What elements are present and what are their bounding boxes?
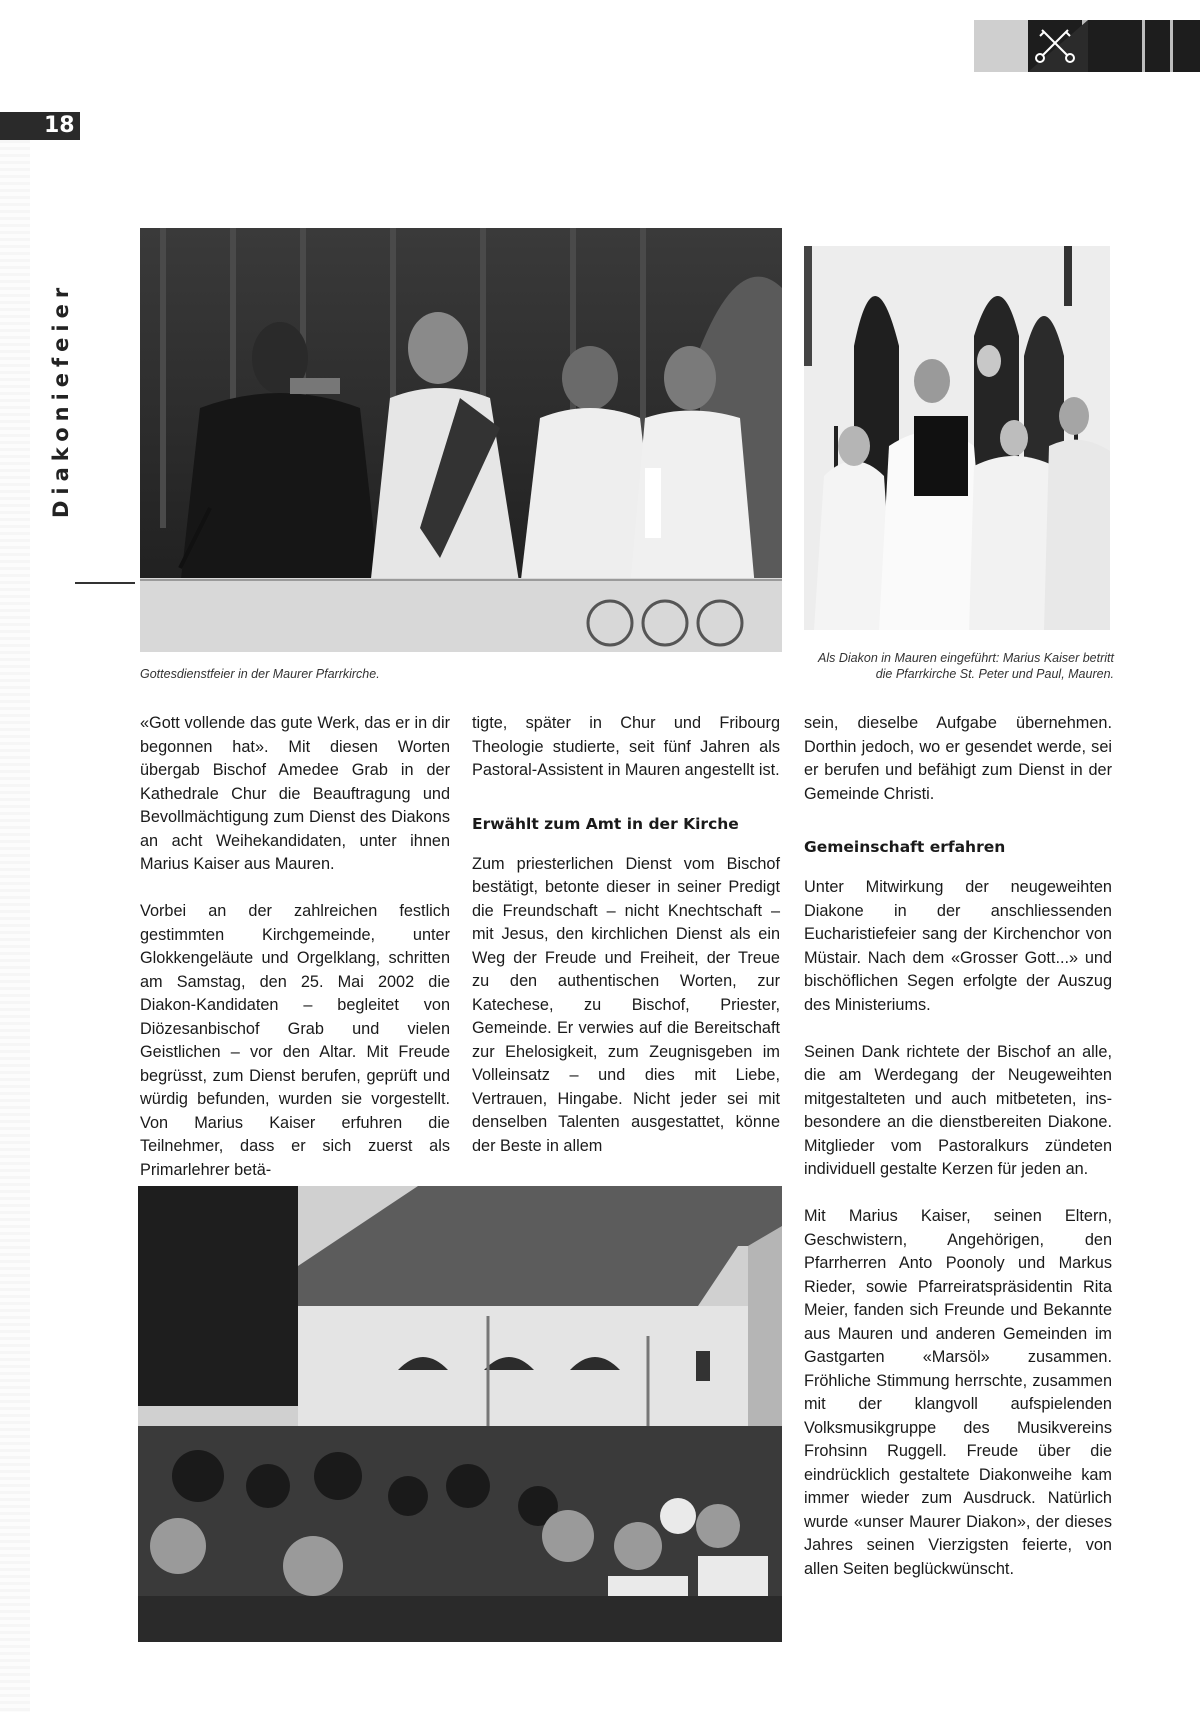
article-column-3 [804,712,1112,1605]
article-column-2 [472,712,780,1182]
paragraph: Zum priesterlichen Dienst vom Bischof bestätigt, betonte dieser in seiner Predigt die Freundschaft – nicht Knechtschaft – mit Jesus, den kirchlichen Dienst als ein Weg der Freude und Freiheit, der Treue zu den authentischen Worten, zur Katechese, zu Bischof, Priester, Gemeinde. Er verwies auf die Bereitschaft zur Ehelosigkeit, zum Zeugnisgeben im Volleinsatz – und dies mit Liebe, Vertrauen, Hingabe. Nicht jeder sei mit denselben Talenten ausgestattet, könne der Beste in allem [472,854,780,1155]
section-rule [75,582,135,584]
crossed-keys-icon [1028,20,1088,72]
paragraph: «Gott vollende das gute Werk, das er in dir begonnen hat». Mit diesen Worten übergab Bischof Amedee Grab in der Kathedrale Chur die Beauftragung und Bevollmächtigung zum Dienst des Diakons an acht Weihekandidaten, unter ihnen Marius Kaiser aus Mauren. [140,714,450,873]
section-title-vertical [48,278,88,518]
scan-edge [0,140,30,1712]
paragraph: tigte, später in Chur und Fribourg Theologie studierte, seit fünf Jahren als Pastoral-Assistent in Mauren angestellt ist. [472,714,780,779]
paragraph: Unter Mitwirkung der neugeweihten Diakone in der anschliessenden Eucharistiefeier sang der Kirchenchor von Müstair. Nach dem «Grosser Gott...» und bischöflichen Segen erfolgte der Auszug des Ministeriums. [804,878,1112,1014]
paragraph: sein, dieselbe Aufgabe übernehmen. Dorthin jedoch, wo er gesendet werde, sei er berufen und befähigt zum Dienst in der Gemeinde Christi. [804,714,1112,803]
section-title: Diakoniefeier [49,281,73,518]
paragraph: Seinen Dank richtete der Bischof an alle, die am Werdegang der Neugeweihten mitgestalteten und auch mitbeteten, ins- besondere an die dienstbereiten Diakone. Mitglieder vom Pastoralkurs zündeten individuell gestalte Kerzen für jeden an. [804,1042,1112,1178]
altar-photo-caption: Gottesdienstfeier in der Maurer Pfarrkirche. [140,667,380,681]
procession-photo [804,246,1110,630]
altar-photo [140,228,782,652]
heading-gemeinschaft: Gemeinschaft erfahren [804,838,1006,856]
corner-emblem-bar [974,20,1200,72]
paragraph: Vorbei an der zahlreichen festlich gestimmten Kirchgemeinde, unter Glokkengeläute und Orgelklang, schritten am Samstag, den 25. Mai 2002 die Diakon-Kandidaten – begleitet von Diözesanbischof Grab und vielen Geistlichen – vor den Altar. Mit Freude begrüsst, zum Dienst berufen, geprüft und würdig befunden, wurden sie vorgestellt. Von Marius Kaiser erfuhren die Teilnehmer, dass er sich zuerst als Primarlehrer betä- [140,902,450,1179]
page-number: 18 [44,113,75,138]
garden-photo [138,1186,782,1642]
article-column-1 [140,712,450,1206]
paragraph: Mit Marius Kaiser, seinen Eltern, Geschwistern, Angehörigen, den Pfarrherren Anto Poonoly und Markus Rieder, sowie Pfarreiratspräsidentin Rita Meier, fanden sich Freunde und Bekannte aus Mauren und anderen Gemeinden im Gastgarten «Marsöl» zusammen. Fröhliche Stimmung herrschte, zusammen mit der klangvoll aufspielenden Volksmusikgruppe des Musikvereins Frohsinn Ruggell. Freude über die eindrücklich gestaltete Diakonweihe kam immer wieder zum Ausdruck. Natürlich wurde «unser Maurer Diakon», der dieses Jahres seinen Vierzigsten feierte, von allen Seiten beglückwünscht. [804,1207,1112,1578]
procession-photo-caption: Als Diakon in Mauren eingeführt: Marius Kaiser betritt die Pfarrkirche St. Peter und Paul, Mauren. [818,651,1114,681]
heading-erwaehlt: Erwählt zum Amt in der Kirche [472,814,739,833]
